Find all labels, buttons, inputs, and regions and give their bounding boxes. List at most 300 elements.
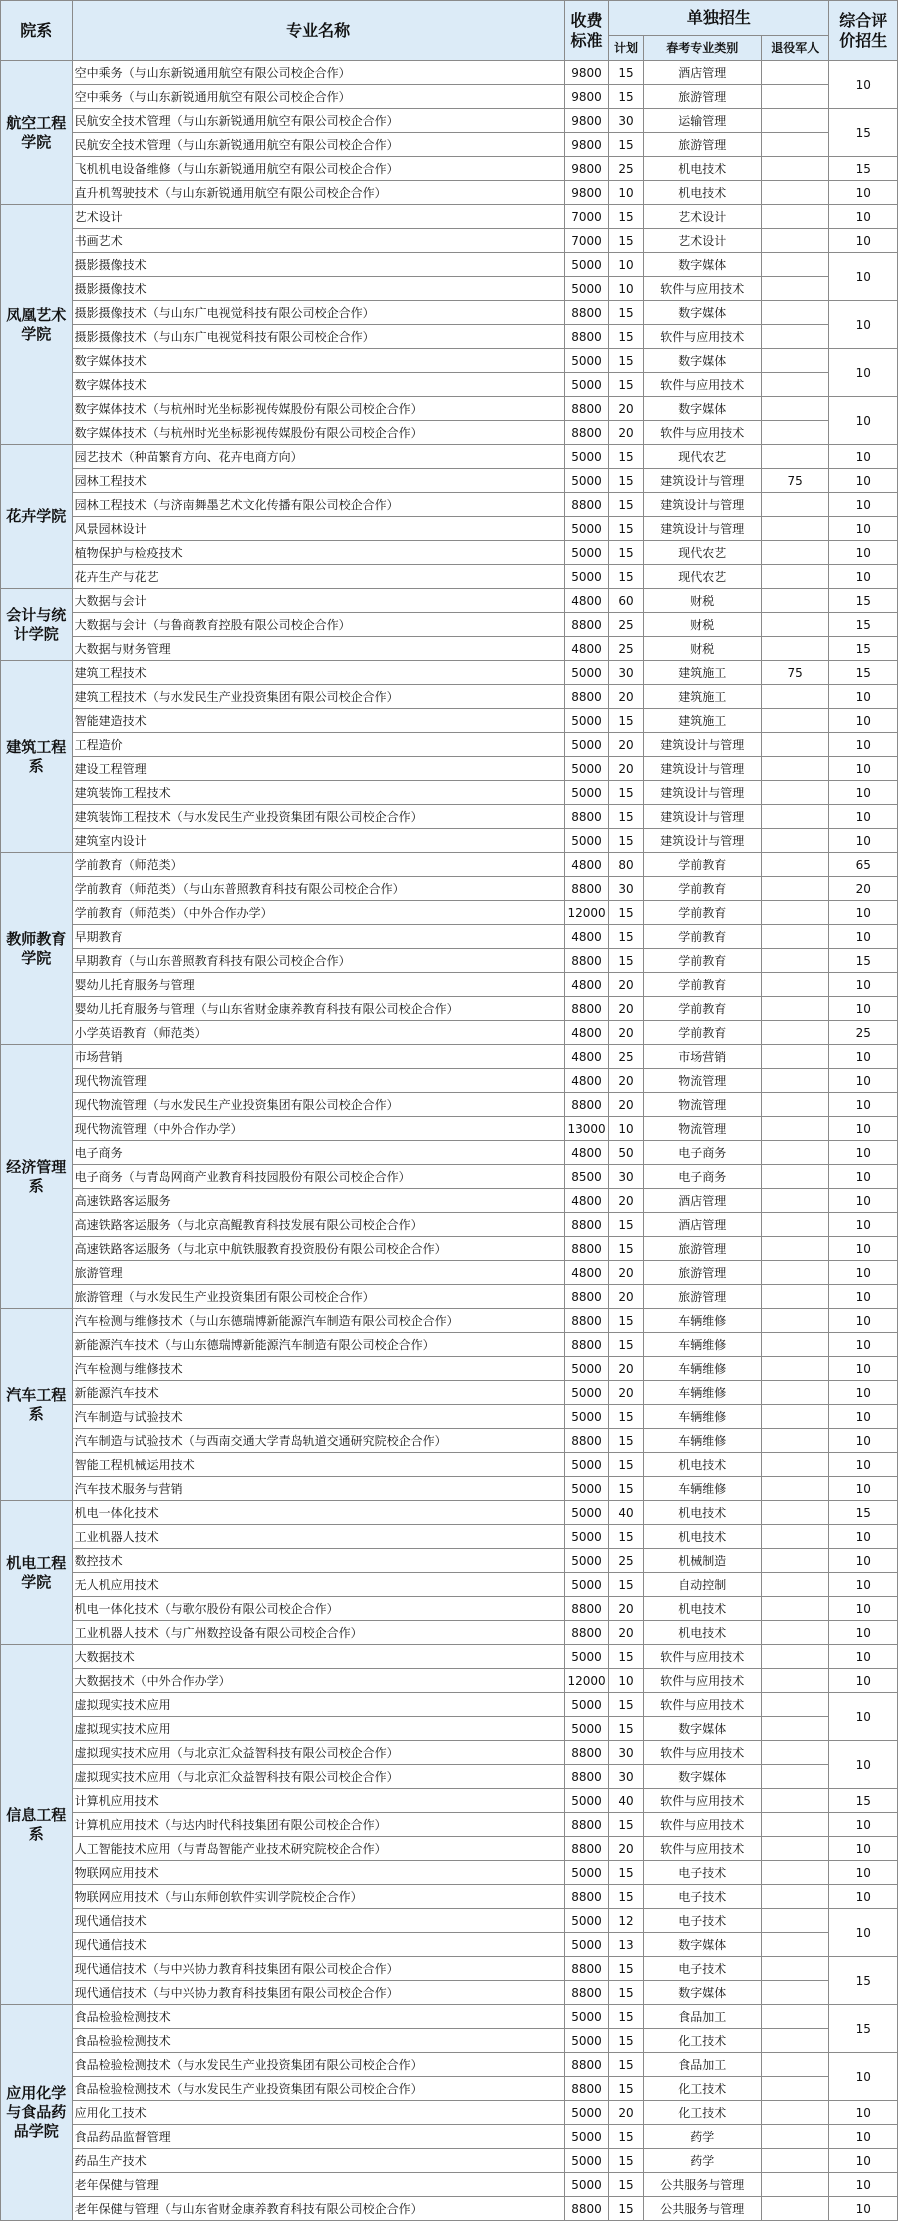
department-cell: 花卉学院 [1,445,73,589]
category-cell: 电子技术 [643,1957,761,1981]
veteran-cell [761,109,828,133]
major-cell: 直升机驾驶技术（与山东新锐通用航空有限公司校企合作） [72,181,564,205]
fee-cell: 5000 [564,277,609,301]
category-cell: 学前教育 [643,901,761,925]
table-row [1,325,898,349]
fee-cell: 8800 [564,2077,609,2101]
table-row [1,733,898,757]
veteran-cell [761,1717,828,1741]
veteran-cell [761,1189,828,1213]
comprehensive-cell: 15 [829,109,898,157]
fee-cell: 8800 [564,1837,609,1861]
category-cell: 旅游管理 [643,1237,761,1261]
major-cell: 数控技术 [72,1549,564,1573]
plan-cell: 15 [609,373,643,397]
table-row [1,805,898,829]
table-row [1,1165,898,1189]
comprehensive-cell: 10 [829,1597,898,1621]
plan-cell: 15 [609,901,643,925]
fee-cell: 5000 [564,781,609,805]
table-row [1,1141,898,1165]
veteran-cell: 75 [761,469,828,493]
fee-cell: 5000 [564,541,609,565]
major-cell: 大数据技术（中外合作办学） [72,1669,564,1693]
plan-cell: 20 [609,1357,643,1381]
table-row [1,685,898,709]
comprehensive-cell: 10 [829,1525,898,1549]
table-row [1,109,898,133]
major-cell: 汽车制造与试验技术 [72,1405,564,1429]
department-cell: 汽车工程系 [1,1309,73,1501]
plan-cell: 10 [609,181,643,205]
table-row [1,493,898,517]
category-cell: 车辆维修 [643,1405,761,1429]
veteran-cell [761,1045,828,1069]
fee-cell: 8500 [564,1165,609,1189]
table-row [1,541,898,565]
table-row [1,1501,898,1525]
table-row [1,1525,898,1549]
major-cell: 现代通信技术 [72,1909,564,1933]
major-cell: 花卉生产与花艺 [72,565,564,589]
plan-cell: 25 [609,637,643,661]
fee-cell: 5000 [564,1933,609,1957]
category-cell: 建筑设计与管理 [643,805,761,829]
department-cell: 信息工程系 [1,1645,73,2005]
table-row [1,1573,898,1597]
plan-cell: 30 [609,1165,643,1189]
category-cell: 数字媒体 [643,1717,761,1741]
major-cell: 建筑室内设计 [72,829,564,853]
category-cell: 财税 [643,589,761,613]
major-cell: 摄影摄像技术 [72,277,564,301]
veteran-cell [761,2173,828,2197]
major-cell: 婴幼儿托育服务与管理 [72,973,564,997]
comprehensive-cell: 10 [829,2125,898,2149]
header-spring-category: 春考专业类别 [643,36,761,61]
comprehensive-cell: 10 [829,997,898,1021]
fee-cell: 13000 [564,1117,609,1141]
table-row [1,1717,898,1741]
header-comprehensive: 综合评价招生 [829,1,898,61]
major-cell: 学前教育（师范类）（与山东普照教育科技有限公司校企合作） [72,877,564,901]
fee-cell: 8800 [564,1285,609,1309]
plan-cell: 80 [609,853,643,877]
comprehensive-cell: 15 [829,637,898,661]
plan-cell: 20 [609,1189,643,1213]
comprehensive-cell: 10 [829,1237,898,1261]
table-row [1,301,898,325]
major-cell: 汽车检测与维修技术（与山东德瑞博新能源汽车制造有限公司校企合作） [72,1309,564,1333]
fee-cell: 5000 [564,2149,609,2173]
table-row [1,2197,898,2221]
table-row [1,1213,898,1237]
header-veteran: 退役军人 [761,36,828,61]
plan-cell: 15 [609,2149,643,2173]
veteran-cell [761,2125,828,2149]
plan-cell: 20 [609,1621,643,1645]
major-cell: 艺术设计 [72,205,564,229]
comprehensive-cell: 10 [829,1477,898,1501]
veteran-cell [761,61,828,85]
category-cell: 学前教育 [643,973,761,997]
veteran-cell [761,157,828,181]
category-cell: 旅游管理 [643,133,761,157]
comprehensive-cell: 10 [829,1069,898,1093]
fee-cell: 8800 [564,1309,609,1333]
comprehensive-cell: 10 [829,973,898,997]
major-cell: 摄影摄像技术（与山东广电视觉科技有限公司校企合作） [72,301,564,325]
veteran-cell [761,1093,828,1117]
category-cell: 旅游管理 [643,85,761,109]
table-row [1,1645,898,1669]
fee-cell: 8800 [564,493,609,517]
category-cell: 建筑设计与管理 [643,493,761,517]
plan-cell: 10 [609,1669,643,1693]
major-cell: 食品检验检测技术 [72,2029,564,2053]
category-cell: 机电技术 [643,1525,761,1549]
veteran-cell [761,1861,828,1885]
category-cell: 软件与应用技术 [643,325,761,349]
major-cell: 摄影摄像技术（与山东广电视觉科技有限公司校企合作） [72,325,564,349]
fee-cell: 4800 [564,973,609,997]
comprehensive-cell: 10 [829,1405,898,1429]
veteran-cell [761,1525,828,1549]
category-cell: 旅游管理 [643,1261,761,1285]
comprehensive-cell: 10 [829,733,898,757]
plan-cell: 15 [609,325,643,349]
veteran-cell [761,1813,828,1837]
table-row [1,469,898,493]
veteran-cell [761,181,828,205]
major-cell: 数字媒体技术（与杭州时光坐标影视传媒股份有限公司校企合作） [72,397,564,421]
fee-cell: 8800 [564,685,609,709]
comprehensive-cell: 15 [829,589,898,613]
major-cell: 现代物流管理（中外合作办学） [72,1117,564,1141]
comprehensive-cell: 10 [829,1213,898,1237]
fee-cell: 5000 [564,757,609,781]
header-major: 专业名称 [72,1,564,61]
table-row [1,85,898,109]
major-cell: 现代通信技术 [72,1933,564,1957]
veteran-cell [761,1309,828,1333]
category-cell: 数字媒体 [643,1765,761,1789]
veteran-cell [761,1957,828,1981]
table-row [1,565,898,589]
comprehensive-cell: 10 [829,445,898,469]
major-cell: 书画艺术 [72,229,564,253]
fee-cell: 12000 [564,901,609,925]
table-row [1,2029,898,2053]
veteran-cell [761,1549,828,1573]
category-cell: 软件与应用技术 [643,421,761,445]
category-cell: 化工技术 [643,2029,761,2053]
category-cell: 建筑设计与管理 [643,733,761,757]
category-cell: 财税 [643,613,761,637]
fee-cell: 5000 [564,373,609,397]
category-cell: 车辆维修 [643,1333,761,1357]
category-cell: 软件与应用技术 [643,1837,761,1861]
major-cell: 旅游管理（与水发民生产业投资集团有限公司校企合作） [72,1285,564,1309]
category-cell: 公共服务与管理 [643,2197,761,2221]
plan-cell: 13 [609,1933,643,1957]
fee-cell: 8800 [564,1885,609,1909]
comprehensive-cell: 10 [829,1333,898,1357]
category-cell: 自动控制 [643,1573,761,1597]
major-cell: 人工智能技术应用（与青岛智能产业技术研究院校企合作） [72,1837,564,1861]
veteran-cell [761,301,828,325]
table-row [1,1069,898,1093]
table-row [1,349,898,373]
category-cell: 数字媒体 [643,301,761,325]
major-cell: 民航安全技术管理（与山东新锐通用航空有限公司校企合作） [72,109,564,133]
table-row [1,1741,898,1765]
major-cell: 早期教育（与山东普照教育科技有限公司校企合作） [72,949,564,973]
veteran-cell [761,1765,828,1789]
comprehensive-cell: 10 [829,1837,898,1861]
major-cell: 旅游管理 [72,1261,564,1285]
comprehensive-cell: 10 [829,301,898,349]
table-row [1,949,898,973]
fee-cell: 8800 [564,1333,609,1357]
category-cell: 数字媒体 [643,349,761,373]
department-cell: 会计与统计学院 [1,589,73,661]
table-row [1,1693,898,1717]
comprehensive-cell: 65 [829,853,898,877]
plan-cell: 15 [609,781,643,805]
fee-cell: 8800 [564,1621,609,1645]
plan-cell: 30 [609,661,643,685]
major-cell: 药品生产技术 [72,2149,564,2173]
major-cell: 小学英语教育（师范类） [72,1021,564,1045]
comprehensive-cell: 10 [829,805,898,829]
category-cell: 学前教育 [643,949,761,973]
table-row [1,421,898,445]
veteran-cell [761,1165,828,1189]
major-cell: 民航安全技术管理（与山东新锐通用航空有限公司校企合作） [72,133,564,157]
comprehensive-cell: 20 [829,877,898,901]
veteran-cell [761,397,828,421]
category-cell: 数字媒体 [643,397,761,421]
plan-cell: 10 [609,277,643,301]
major-cell: 市场营销 [72,1045,564,1069]
fee-cell: 8800 [564,2053,609,2077]
veteran-cell [761,373,828,397]
plan-cell: 15 [609,2077,643,2101]
fee-cell: 5000 [564,1525,609,1549]
plan-cell: 30 [609,1741,643,1765]
comprehensive-cell: 10 [829,901,898,925]
comprehensive-cell: 10 [829,229,898,253]
category-cell: 机电技术 [643,1621,761,1645]
category-cell: 药学 [643,2125,761,2149]
fee-cell: 8800 [564,2197,609,2221]
fee-cell: 9800 [564,85,609,109]
veteran-cell [761,637,828,661]
fee-cell: 5000 [564,1789,609,1813]
major-cell: 数字媒体技术 [72,349,564,373]
comprehensive-cell: 10 [829,61,898,109]
category-cell: 酒店管理 [643,1213,761,1237]
plan-cell: 15 [609,517,643,541]
table-row [1,973,898,997]
major-cell: 食品检验检测技术 [72,2005,564,2029]
major-cell: 机电一体化技术 [72,1501,564,1525]
comprehensive-cell: 10 [829,1693,898,1741]
veteran-cell [761,349,828,373]
major-cell: 新能源汽车技术 [72,1381,564,1405]
plan-cell: 15 [609,2005,643,2029]
category-cell: 建筑设计与管理 [643,781,761,805]
major-cell: 高速铁路客运服务（与北京中航铁服教育投资股份有限公司校企合作） [72,1237,564,1261]
table-row [1,1477,898,1501]
plan-cell: 20 [609,397,643,421]
table-row [1,2125,898,2149]
plan-cell: 15 [609,445,643,469]
veteran-cell [761,2077,828,2101]
fee-cell: 5000 [564,709,609,733]
fee-cell: 7000 [564,205,609,229]
plan-cell: 15 [609,1525,643,1549]
table-row [1,829,898,853]
fee-cell: 8800 [564,1813,609,1837]
major-cell: 建筑装饰工程技术（与水发民生产业投资集团有限公司校企合作） [72,805,564,829]
category-cell: 车辆维修 [643,1381,761,1405]
table-row [1,2005,898,2029]
table-row [1,277,898,301]
category-cell: 建筑设计与管理 [643,517,761,541]
fee-cell: 4800 [564,589,609,613]
plan-cell: 15 [609,85,643,109]
plan-cell: 15 [609,1405,643,1429]
category-cell: 运输管理 [643,109,761,133]
comprehensive-cell: 10 [829,829,898,853]
comprehensive-cell: 10 [829,1621,898,1645]
table-row [1,1357,898,1381]
veteran-cell [761,2005,828,2029]
comprehensive-cell: 10 [829,1741,898,1789]
fee-cell: 8800 [564,1981,609,2005]
fee-cell: 5000 [564,517,609,541]
plan-cell: 20 [609,733,643,757]
fee-cell: 5000 [564,1909,609,1933]
category-cell: 艺术设计 [643,229,761,253]
comprehensive-cell: 15 [829,613,898,637]
fee-cell: 5000 [564,829,609,853]
category-cell: 现代农艺 [643,541,761,565]
major-cell: 智能建造技术 [72,709,564,733]
fee-cell: 5000 [564,1501,609,1525]
veteran-cell [761,517,828,541]
veteran-cell [761,1357,828,1381]
veteran-cell [761,1021,828,1045]
comprehensive-cell: 10 [829,2173,898,2197]
table-row [1,1597,898,1621]
plan-cell: 12 [609,1909,643,1933]
major-cell: 数字媒体技术 [72,373,564,397]
fee-cell: 5000 [564,1453,609,1477]
veteran-cell [761,85,828,109]
table-row [1,157,898,181]
category-cell: 数字媒体 [643,1981,761,2005]
major-cell: 虚拟现实技术应用（与北京汇众益智科技有限公司校企合作） [72,1765,564,1789]
category-cell: 学前教育 [643,877,761,901]
comprehensive-cell: 10 [829,709,898,733]
table-row [1,2173,898,2197]
veteran-cell [761,949,828,973]
fee-cell: 5000 [564,661,609,685]
major-cell: 食品药品监督管理 [72,2125,564,2149]
plan-cell: 15 [609,2053,643,2077]
major-cell: 计算机应用技术（与达内时代科技集团有限公司校企合作） [72,1813,564,1837]
major-cell: 食品检验检测技术（与水发民生产业投资集团有限公司校企合作） [72,2077,564,2101]
veteran-cell [761,997,828,1021]
major-cell: 智能工程机械运用技术 [72,1453,564,1477]
plan-cell: 25 [609,157,643,181]
category-cell: 电子商务 [643,1141,761,1165]
veteran-cell [761,133,828,157]
fee-cell: 4800 [564,853,609,877]
comprehensive-cell: 10 [829,1093,898,1117]
major-cell: 园林工程技术 [72,469,564,493]
category-cell: 学前教育 [643,853,761,877]
veteran-cell [761,1933,828,1957]
plan-cell: 15 [609,1645,643,1669]
plan-cell: 15 [609,1429,643,1453]
major-cell: 汽车技术服务与营销 [72,1477,564,1501]
header-plan: 计划 [609,36,643,61]
comprehensive-cell: 10 [829,1165,898,1189]
table-row [1,637,898,661]
veteran-cell [761,2197,828,2221]
plan-cell: 15 [609,469,643,493]
major-cell: 老年保健与管理 [72,2173,564,2197]
veteran-cell [761,709,828,733]
header-department: 院系 [1,1,73,61]
veteran-cell [761,1237,828,1261]
comprehensive-cell: 10 [829,925,898,949]
plan-cell: 15 [609,541,643,565]
fee-cell: 9800 [564,181,609,205]
veteran-cell [761,1597,828,1621]
major-cell: 大数据技术 [72,1645,564,1669]
fee-cell: 5000 [564,733,609,757]
category-cell: 建筑施工 [643,709,761,733]
veteran-cell [761,205,828,229]
major-cell: 物联网应用技术（与山东师创软件实训学院校企合作） [72,1885,564,1909]
category-cell: 化工技术 [643,2077,761,2101]
plan-cell: 15 [609,949,643,973]
fee-cell: 9800 [564,109,609,133]
major-cell: 工业机器人技术 [72,1525,564,1549]
category-cell: 现代农艺 [643,445,761,469]
category-cell: 机械制造 [643,1549,761,1573]
comprehensive-cell: 15 [829,1789,898,1813]
comprehensive-cell: 10 [829,1357,898,1381]
fee-cell: 4800 [564,1045,609,1069]
comprehensive-cell: 10 [829,1645,898,1669]
veteran-cell [761,685,828,709]
veteran-cell [761,277,828,301]
fee-cell: 5000 [564,1405,609,1429]
category-cell: 机电技术 [643,1453,761,1477]
comprehensive-cell: 10 [829,565,898,589]
veteran-cell [761,565,828,589]
plan-cell: 15 [609,829,643,853]
veteran-cell [761,733,828,757]
comprehensive-cell: 10 [829,1549,898,1573]
fee-cell: 5000 [564,1573,609,1597]
